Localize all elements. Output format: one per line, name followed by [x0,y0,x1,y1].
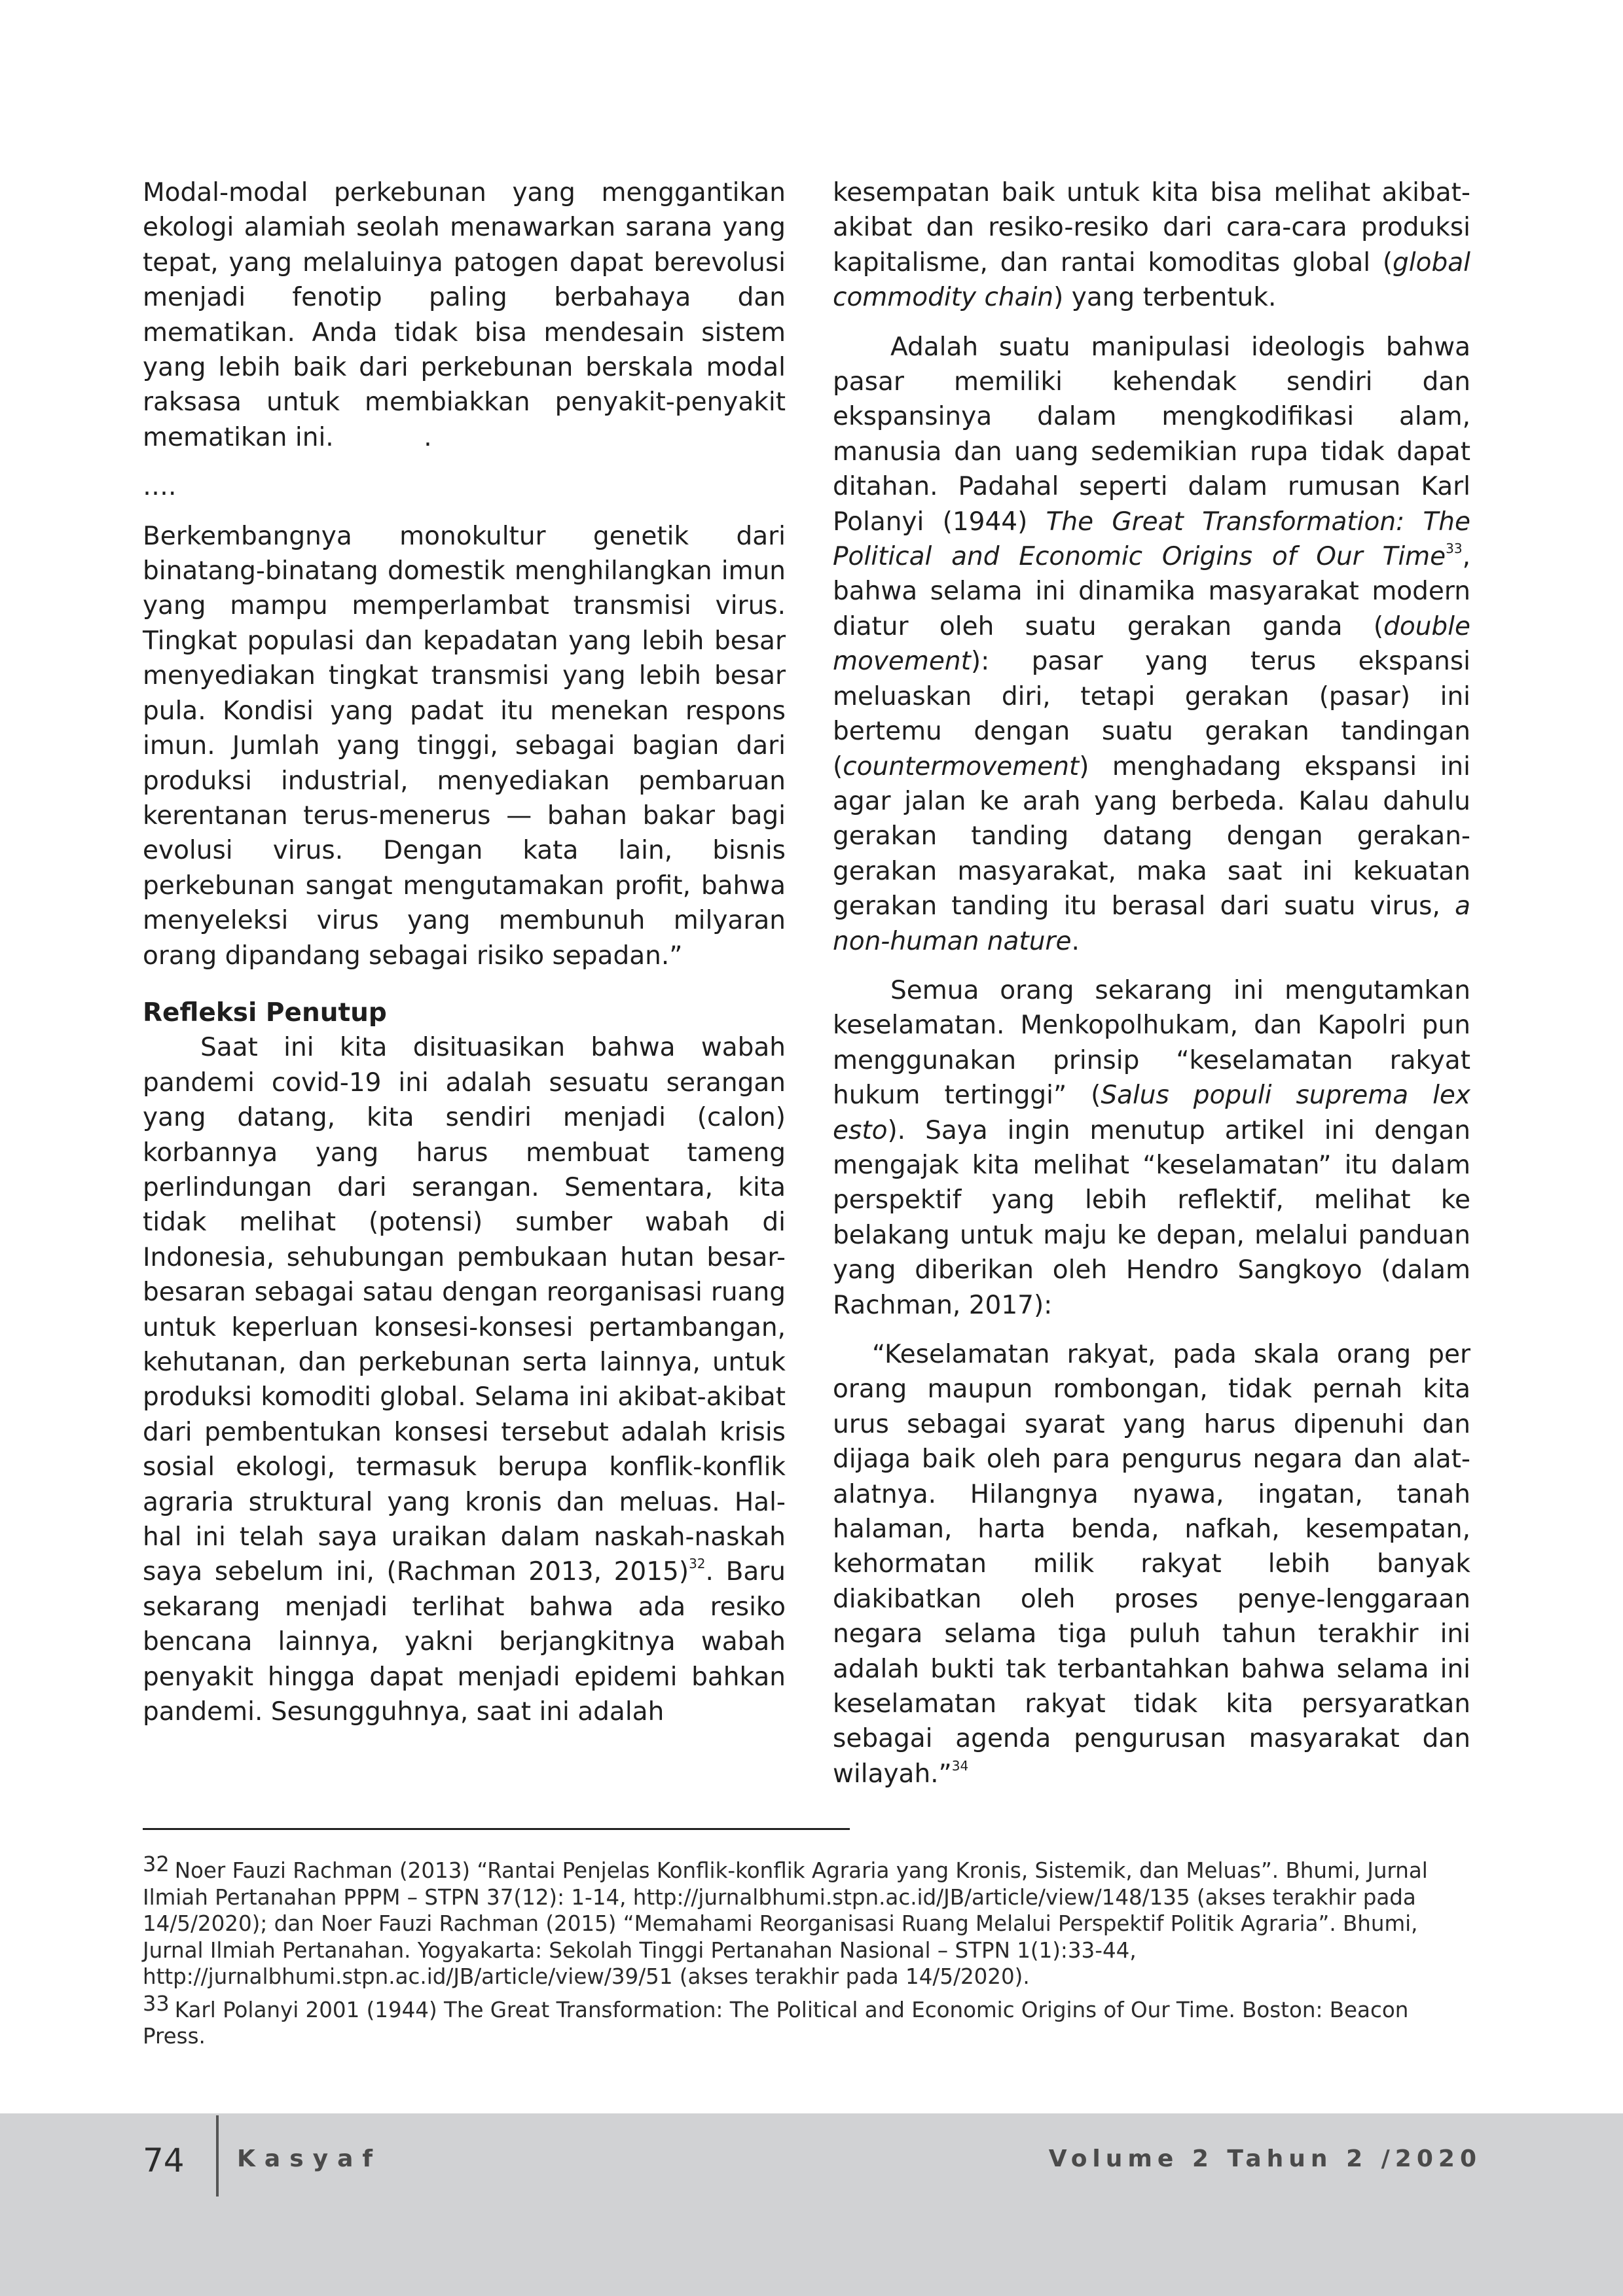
footnote-number: 33 [143,1990,170,2016]
footer-divider [216,2115,219,2197]
right-column [833,175,1470,1806]
paragraph [143,175,786,455]
italic-term: countermovement [843,751,1080,781]
italic-term: global commodity chain [833,247,1470,313]
latin-phrase: Salus populi suprema lex esto [833,1081,1470,1145]
footnotes [143,1852,1472,2056]
paragraph-text: kesempatan baik untuk kita bisa melihat akibat-akibat dan resiko-resiko dari cara-cara produksi kapitalisme, dan rantai komoditas global ( [833,178,1470,278]
journal-name: Kasyaf [237,2145,382,2172]
book-title: The Great Transformation: The Political and Economic Origins of Our Time [833,507,1470,572]
page-number: 74 [143,2142,185,2179]
footnote-text: Noer Fauzi Rachman (2013) “Rantai Penjelas Konflik-konflik Agraria yang Kronis, Sistemik, dan Meluas”. Bhumi, Jurnal Ilmiah Pertanahan PPPM – STPN 37(12): 1-14, http://jurnalbhumi.stpn.ac.id/JB/article/view/148/135 (akses terakhir pada 14/5/2020); dan Noer Fauzi Rachman (2015) “Memahami Reorganisasi Ruang Melalui Perspektif Politik Agraria”. Bhumi, Jurnal Ilmiah Pertanahan. Yogyakarta: Sekolah Tinggi Pertanahan Nasional – STPN 1(1):33-44, http://jurnalbhumi.stpn.ac.id/JB/article/view/39/51 (akses terakhir pada 14/5/2020). [143,1858,1428,1989]
italic-term: a non-human nature [833,891,1470,956]
quoted-paragraph: Berkembangnya monokultur genetik dari binatang-binatang domestik menghilangkan imun yang mampu memperlambat transmisi virus. Tingkat populasi dan kepadatan yang lebih besar menyediakan tingkat transmisi yang lebih besar pula. Kondisi yang padat itu menekan respons imun. Jumlah yang tinggi, sebagai bagian dari produksi industrial, menyediakan pembaruan kerentanan terus-menerus — bahan bakar bagi evolusi virus. Dengan kata lain, bisnis perkebunan sangat mengutamakan profit, bahwa menyeleksi virus yang membunuh milyaran orang dipandang sebagai risiko sepadan.” [143,521,786,971]
paragraph-text: Adalah suatu manipulasi ideologis bahwa pasar memiliki kehendak sendiri dan ekspansinya dalam mengkodifikasi alam, manusia dan uang sedemikian rupa tidak dapat ditahan. Padahal seperti dalam rumusan Karl Polanyi (1944) [833,332,1470,537]
footnote-ref-33: 33 [1446,541,1463,557]
paragraph [143,1030,786,1729]
paragraph-tail: . [424,422,432,452]
ellipsis: …. [143,472,177,502]
paragraph-text: ) menghadang ekspansi ini agar jalan ke arah yang berbeda. Kalau dahulu gerakan tanding datang dengan gerakan-gerakan masyarakat, maka saat ini kekuatan gerakan tanding itu berasal dari suatu virus, [833,751,1470,922]
paragraph-text: , bahwa selama ini dinamika masyarakat modern diatur oleh suatu gerakan ganda ( [833,542,1470,641]
footnote-number: 32 [143,1852,170,1876]
paragraph-text: ) yang terbentuk. [1053,283,1277,313]
paragraph [833,330,1470,959]
left-column [143,175,786,1744]
footer [0,2113,1623,2296]
footnote-ref-34: 34 [951,1757,969,1774]
paragraph-text: . [1071,926,1080,956]
footnote-text: Karl Polanyi 2001 (1944) The Great Transformation: The Political and Economic Origins of Our Time. Boston: Beacon Press. [143,1997,1409,2049]
paragraph-text: Modal-modal perkebunan yang menggantikan ekologi alamiah seolah menawarkan sarana yang tepat, yang melaluinya patogen dapat berevolusi menjadi fenotip paling berbahaya dan mematikan. Anda tidak bisa mendesain sistem yang lebih baik dari perkebunan berskala modal raksasa untuk membiakkan penyakit-penyakit mematikan ini. [143,178,786,452]
paragraph-text: ): pasar yang terus ekspansi meluaskan diri, tetapi gerakan (pasar) ini bertemu dengan suatu gerakan tandingan ( [833,647,1470,781]
footnote [143,1990,1472,2050]
paragraph-text: Saat ini kita disituasikan bahwa wabah pandemi covid-19 ini adalah sesuatu serangan yang datang, kita sendiri menjadi (calon) korbannya yang harus membuat tameng perlindungan dari serangan. Sementara, kita tidak melihat (potensi) sumber wabah di Indonesia, sehubungan pembukaan hutan besar-besaran sebagai satau dengan reorganisasi ruang untuk keperluan konsesi-konsesi pertambangan, kehutanan, dan perkebunan serta lainnya, untuk produksi komoditi global. Selama ini akibat-akibat dari pembentukan konsesi tersebut adalah krisis sosial ekologi, termasuk berupa konflik-konflik agraria struktural yang kronis dan meluas. Hal-hal ini telah saya uraikan dalam naskah-naskah saya sebelum ini, (Rachman 2013, 2015) [143,1033,786,1587]
footnote-ref-32: 32 [689,1556,706,1572]
footnote [143,1852,1472,1990]
block-quote [833,1337,1470,1791]
paragraph [833,973,1470,1323]
section-heading: Refleksi Penutup [143,997,387,1028]
paragraph-text: ). Saya ingin menutup artikel ini dengan mengajak kita melihat “keselamatan” itu dalam perspektif yang lebih reflektif, melihat ke belakang untuk maju ke depan, melalui panduan yang diberikan oleh Hendro Sangkoyo (dalam Rachman, 2017): [833,1115,1470,1320]
volume-info: Volume 2 Tahun 2 /2020 [1048,2145,1482,2172]
paragraph [833,175,1470,315]
paragraph-text: Semua orang sekarang ini mengutamkan keselamatan. Menkopolhukam, dan Kapolri pun menggunakan prinsip “keselamatan rakyat hukum tertinggi” ( [833,975,1470,1111]
footnote-divider [143,1828,850,1830]
quote-text: “Keselamatan rakyat, pada skala orang per orang maupun rombongan, tidak pernah kita urus sebagai syarat yang harus dipenuhi dan dijaga baik oleh para pengurus negara dan alat-alatnya. Hilangnya nyawa, ingatan, tanah halaman, harta benda, nafkah, kesempatan, kehormatan milik rakyat lebih banyak diakibatkan oleh proses penye-lenggaraan negara selama tiga puluh tahun terakhir ini adalah bukti tak terbantahkan bahwa selama ini keselamatan rakyat tidak kita persyaratkan sebagai agenda pengurusan masyarakat dan wilayah.” [833,1340,1470,1789]
italic-term: double movement [833,611,1470,677]
paragraph-text: . Baru sekarang menjadi terlihat bahwa ada resiko bencana lainnya, yakni berjangkitnya wabah penyakit hingga dapat menjadi epidemi bahkan pandemi. Sesungguhnya, saat ini adalah [143,1557,786,1727]
